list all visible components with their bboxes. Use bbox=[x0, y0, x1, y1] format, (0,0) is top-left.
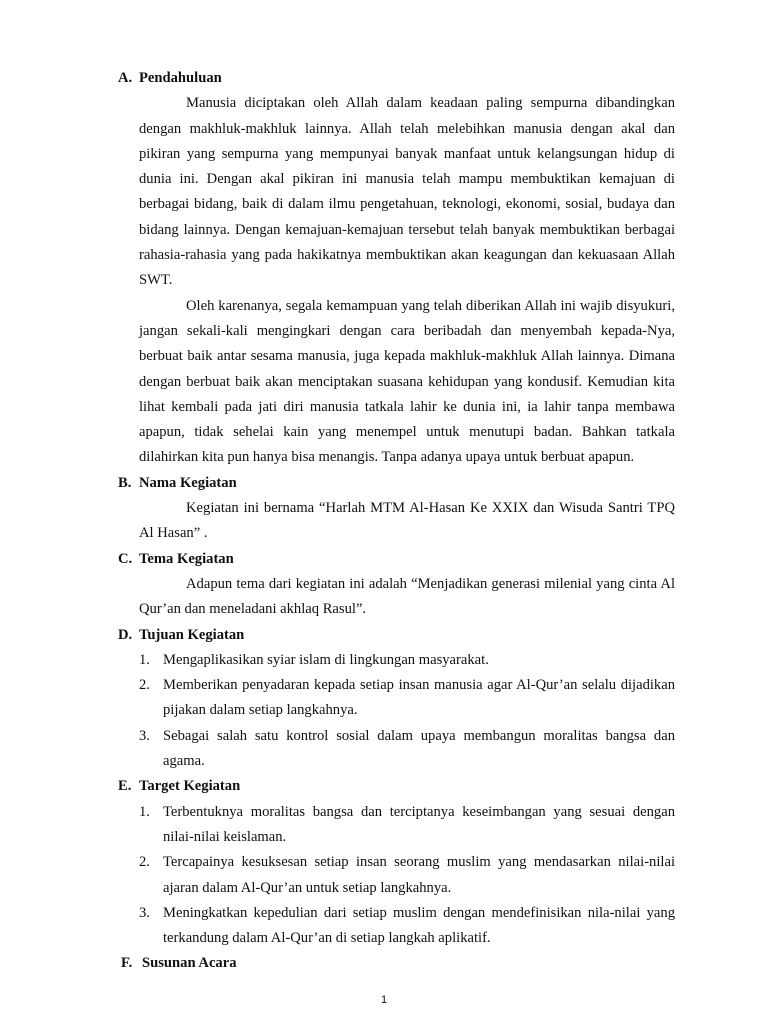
section-a-letter: A. bbox=[118, 70, 133, 86]
section-b-heading bbox=[118, 471, 678, 496]
section-c-letter: C. bbox=[118, 550, 133, 567]
list-item-text: Memberikan penyadaran kepada setiap insan manusia agar Al-Qur’an selalu dijadikan pijakan dalam setiap langkahnya. bbox=[163, 677, 675, 719]
section-e-letter: E. bbox=[118, 778, 132, 795]
section-b-title: Nama Kegiatan bbox=[139, 474, 237, 491]
section-a-title: Pendahuluan bbox=[139, 70, 222, 86]
list-item bbox=[139, 850, 675, 901]
list-item-number: 3. bbox=[139, 727, 150, 744]
list-item-number: 3. bbox=[139, 904, 150, 921]
section-f-heading bbox=[121, 951, 681, 976]
section-e-title: Target Kegiatan bbox=[139, 778, 241, 795]
list-item bbox=[139, 673, 675, 724]
list-item-number: 2. bbox=[139, 677, 150, 694]
list-item-number: 2. bbox=[139, 854, 150, 871]
section-a-paragraph-2: Oleh karenanya, segala kemampuan yang telah diberikan Allah ini wajib disyukuri, jangan sekali-kali mengingkari dengan cara beribadah dan menyembah kepada-Nya, berbuat baik antar sesama manusia, juga kepada makhluk-makhluk Allah lainnya. Dimana dengan berbuat baik akan menciptakan suasana kehidupan yang kondusif. Kemudian kita lihat kembali pada jati diri manusia tatkala lahir ke dunia ini, ia lahir tanpa membawa apapun, tidak sehelai kain yang menempel untuk menutupi badan. Bahkan tatkala dilahirkan kita pun hanya bisa menangis. Tanpa adanya upaya untuk berbuat apapun. bbox=[139, 297, 675, 466]
section-d-list bbox=[0, 648, 768, 774]
page-number: 1 bbox=[380, 994, 388, 1006]
list-item-text: Terbentuknya moralitas bangsa dan terciptanya keseimbangan yang sesuai dengan nilai-nilai keislaman. bbox=[163, 803, 675, 845]
section-c-heading bbox=[118, 547, 678, 572]
list-item bbox=[139, 901, 675, 952]
section-d-letter: D. bbox=[118, 626, 133, 643]
list-item-text: Meningkatkan kepedulian dari setiap muslim dengan mendefinisikan nila-nilai yang terkandung dalam Al-Qur’an di setiap langkah aplikatif. bbox=[163, 904, 675, 947]
list-item-text: Tercapainya kesuksesan setiap insan seorang muslim yang mendasarkan nilai-nilai ajaran dalam Al-Qur’an untuk setiap langkahnya. bbox=[163, 854, 675, 896]
section-d-heading bbox=[118, 623, 678, 648]
section-b-paragraph: Kegiatan ini bernama “Harlah MTM Al-Hasan Ke XXIX dan Wisuda Santri TPQ Al Hasan” . bbox=[139, 500, 675, 542]
section-f-title: Susunan Acara bbox=[142, 955, 237, 972]
section-e-heading bbox=[118, 774, 678, 799]
section-c-paragraph: Adapun tema dari kegiatan ini adalah “Menjadikan generasi milenial yang cinta Al Qur’an dan meneladani akhlaq Rasul”. bbox=[139, 575, 675, 618]
section-a-heading bbox=[118, 66, 678, 91]
section-a-paragraph-1: Manusia diciptakan oleh Allah dalam keadaan paling sempurna dibandingkan dengan makhluk-makhluk lainnya. Allah telah melebihkan manusia dengan akal dan pikiran yang sempurna yang mempunyai banyak manfaat untuk kelangsungan hidup di dunia ini. Dengan akal pikiran ini manusia telah mampu membuktikan kemajuan di berbagai bidang, baik di dalam ilmu pengetahuan, teknologi, ekonomi, sosial, budaya dan bidang lainnya. Dengan kemajuan-kemajuan tersebut telah banyak membuktikan berbagai rahasia-rahasia yang pada hakikatnya membuktikan akan keagungan dan kekuasaan Allah SWT. bbox=[139, 95, 675, 289]
list-item-number: 1. bbox=[139, 803, 150, 820]
list-item-text: Mengaplikasikan syiar islam di lingkungan masyarakat. bbox=[163, 651, 489, 668]
document-page bbox=[0, 66, 768, 977]
list-item bbox=[139, 800, 675, 851]
section-c-title: Tema Kegiatan bbox=[139, 550, 234, 567]
section-e-list bbox=[0, 800, 768, 952]
list-item-text: Sebagai salah satu kontrol sosial dalam upaya membangun moralitas bangsa dan agama. bbox=[163, 727, 675, 770]
section-b-letter: B. bbox=[118, 474, 132, 491]
list-item bbox=[139, 648, 675, 673]
section-f-letter: F. bbox=[121, 955, 133, 972]
list-item bbox=[139, 724, 675, 775]
section-d-title: Tujuan Kegiatan bbox=[139, 626, 245, 643]
list-item-number: 1. bbox=[139, 651, 150, 668]
